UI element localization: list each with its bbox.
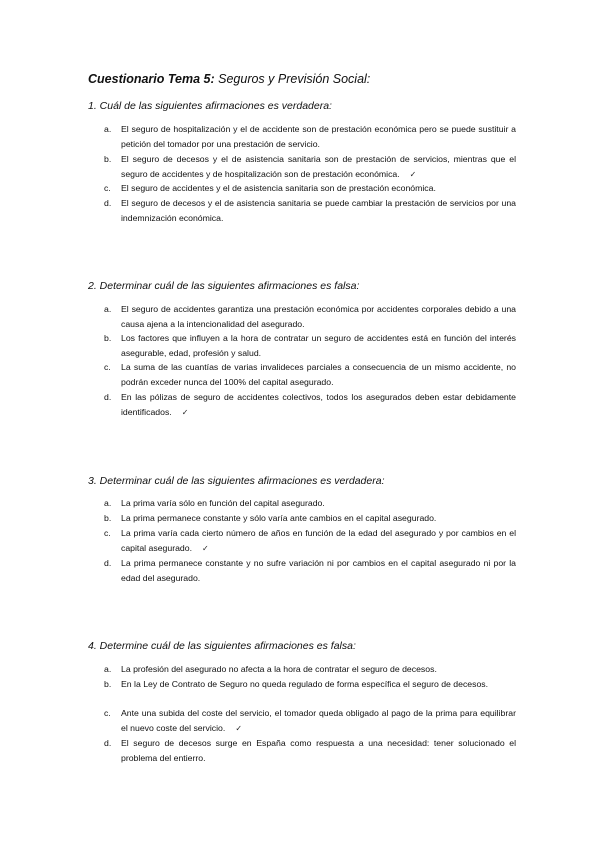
option-letter: a. [104,498,112,508]
option-text: El seguro de accidentes garantiza una prestación económica por accidentes corporales debido a una causa ajena a la intencionalidad del asegurado. [121,304,516,329]
option-text: El seguro de decesos y el de asistencia sanitaria son de prestación de servicios, mientras que el seguro de accidentes y de hospitalización son de prestación económica. ✓ [121,154,516,179]
question-1-option-d[interactable] [104,196,516,226]
title-bold: Cuestionario Tema 5: [88,72,215,86]
check-icon: ✓ [181,407,189,417]
option-text: El seguro de decesos surge en España como respuesta a una necesidad: tener solucionado el problema del entierro. [121,738,516,763]
question-1-option-b[interactable] [104,152,516,182]
option-text: El seguro de accidentes y el de asistencia sanitaria son de prestación económica. [121,183,436,193]
option-letter: c. [104,708,111,718]
document-title [88,72,370,86]
option-letter: d. [104,558,112,568]
option-letter: c. [104,183,111,193]
question-4-option-b[interactable] [104,677,516,707]
option-text: Los factores que influyen a la hora de contratar un seguro de accidentes está en función del interés asegurable, edad, profesión y salud. [121,333,516,358]
option-text: El seguro de decesos y el de asistencia sanitaria se puede cambiar la prestación de servicios por una indemnización económica. [121,198,516,223]
option-letter: a. [104,124,112,134]
question-2-option-c[interactable] [104,360,516,390]
option-text: En la Ley de Contrato de Seguro no queda regulado de forma específica el seguro de decesos. [121,679,489,689]
question-1-option-a[interactable] [104,122,516,152]
option-text: En las pólizas de seguro de accidentes colectivos, todos los asegurados deben estar debidamente identificados. ✓ [121,392,516,417]
question-4-option-d[interactable] [104,736,516,766]
question-1-prompt: 1. Cuál de las siguientes afirmaciones es verdadera: [88,100,332,112]
question-3-option-a[interactable] [104,496,516,511]
question-4-prompt: 4. Determine cuál de las siguientes afirmaciones es falsa: [88,640,356,652]
question-2-prompt: 2. Determinar cuál de las siguientes afirmaciones es falsa: [88,280,360,292]
question-3-prompt: 3. Determinar cuál de las siguientes afirmaciones es verdadera: [88,475,385,487]
option-text: La prima permanece constante y no sufre variación ni por cambios en el capital asegurado ni por la edad del asegurado. [121,558,516,583]
check-icon: ✓ [409,169,417,179]
option-letter: d. [104,198,112,208]
option-letter: a. [104,304,112,314]
option-letter: a. [104,664,112,674]
title-rest: Seguros y Previsión Social: [214,72,371,86]
option-text: La prima varía cada cierto número de años en función de la edad del asegurado y por cambios en el capital asegurado. ✓ [121,528,516,553]
option-text: La suma de las cuantías de varias invalideces parciales a consecuencia de un mismo accidente, no podrán exceder nunca del 100% del capital asegurado. [121,362,516,387]
option-letter: c. [104,362,111,372]
question-2-option-d[interactable] [104,390,516,420]
option-text: Ante una subida del coste del servicio, el tomador queda obligado al pago de la prima para equilibrar el nuevo coste del servicio. ✓ [121,708,516,733]
check-icon: ✓ [202,543,209,553]
option-text: La prima permanece constante y sólo varía ante cambios en el capital asegurado. [121,513,437,523]
option-letter: b. [104,679,112,689]
option-letter: b. [104,513,112,523]
option-letter: b. [104,333,112,343]
option-letter: c. [104,528,111,538]
question-3-option-c[interactable] [104,526,516,556]
question-4-option-c[interactable] [104,706,516,736]
option-text: La prima varía sólo en función del capital asegurado. [121,498,325,508]
question-3-option-d[interactable] [104,556,516,586]
question-3-option-b[interactable] [104,511,516,526]
option-letter: d. [104,392,112,402]
question-2-option-a[interactable] [104,302,516,332]
check-icon: ✓ [235,723,243,733]
question-1-option-c[interactable] [104,181,516,196]
question-2-option-b[interactable] [104,331,516,361]
option-text: La profesión del asegurado no afecta a la hora de contratar el seguro de decesos. [121,664,437,674]
option-letter: d. [104,738,112,748]
option-letter: b. [104,154,112,164]
question-4-option-a[interactable] [104,662,516,677]
option-text: El seguro de hospitalización y el de accidente son de prestación económica pero se puede sustituir a petición del tomador por una prestación de servicio. [121,124,516,149]
